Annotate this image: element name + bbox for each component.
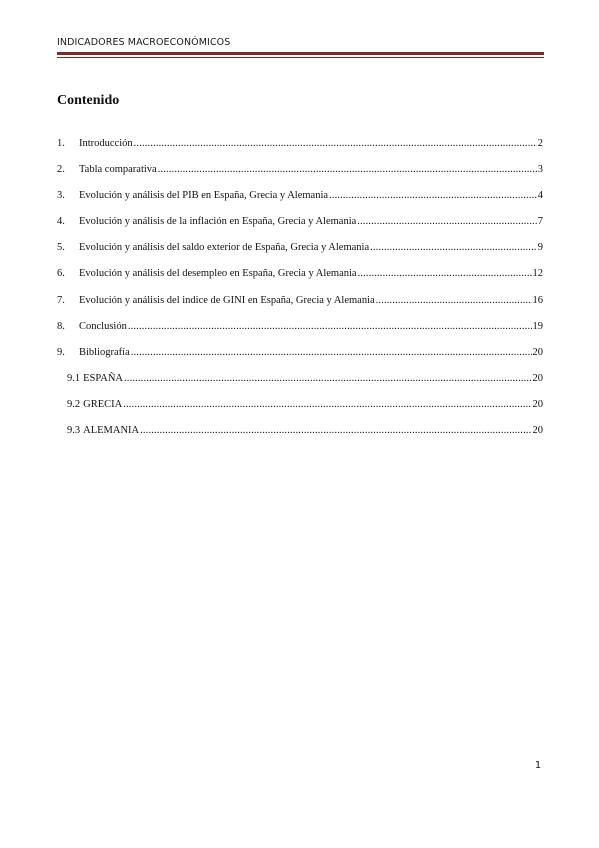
toc-entry-number: 9.3 (67, 425, 81, 437)
running-header: INDICADORES MACROECONÓMICOS (57, 37, 231, 48)
toc-entry-page: 20 (532, 372, 543, 384)
toc-subentry[interactable] (57, 425, 543, 451)
toc-entry-number: 9.1 (67, 372, 81, 384)
toc-entry-title: Introducción (79, 138, 133, 149)
toc-entry-page: 3 (537, 164, 543, 176)
toc-entry-number: 3. (57, 190, 65, 202)
table-of-contents (57, 138, 543, 451)
toc-entry[interactable] (57, 321, 543, 347)
toc-entry-number: 6. (57, 268, 65, 280)
toc-entry-number: 2. (57, 164, 65, 176)
toc-leader-dots (124, 373, 531, 384)
toc-entry-number: 9. (57, 346, 65, 358)
toc-entry-page: 19 (532, 320, 543, 332)
toc-entry[interactable] (57, 268, 543, 294)
toc-leader-dots (357, 216, 536, 227)
toc-entry-title: Conclusión (79, 320, 127, 332)
toc-heading: Contenido (57, 93, 120, 108)
toc-leader-dots (134, 138, 537, 149)
toc-entry-page: 20 (532, 398, 543, 410)
toc-leader-dots (358, 268, 532, 279)
toc-entry[interactable] (57, 138, 543, 164)
toc-entry-page: 16 (532, 294, 543, 306)
toc-entry-number: 7. (57, 294, 65, 306)
toc-entry[interactable] (57, 295, 543, 321)
toc-entry-page: 7 (537, 216, 543, 228)
toc-entry-title: ALEMANIA (83, 425, 140, 437)
toc-entry-title: Tabla comparativa (79, 164, 157, 176)
toc-entry-page: 9 (537, 242, 543, 254)
toc-leader-dots (128, 321, 532, 332)
page-number: 1 (535, 760, 542, 771)
toc-entry-page: 12 (532, 268, 543, 280)
toc-entry-title: Evolución y análisis del saldo exterior de España, Grecia y Alemania (79, 242, 370, 254)
toc-subentry[interactable] (57, 373, 543, 399)
header-rule-thick (57, 52, 544, 55)
toc-entry-number: 4. (57, 216, 65, 228)
toc-leader-dots (140, 425, 531, 436)
toc-entry-title: GRECIA (83, 398, 123, 410)
toc-entry-page: 20 (532, 346, 543, 358)
toc-entry-number: 5. (57, 242, 65, 254)
toc-entry-number: 8. (57, 320, 65, 332)
toc-entry-page: 2 (537, 138, 543, 149)
toc-leader-dots (158, 164, 537, 175)
toc-entry-title: Evolución y análisis del PIB en España, Grecia y Alemania (79, 190, 329, 202)
toc-entry[interactable] (57, 347, 543, 373)
header-rule-thin (57, 57, 544, 58)
toc-entry-title: Bibliografía (79, 346, 130, 358)
toc-entry[interactable] (57, 242, 543, 268)
toc-leader-dots (376, 295, 532, 306)
toc-entry[interactable] (57, 216, 543, 242)
toc-entry-title: Evolución y análisis del desempleo en España, Grecia y Alemania (79, 268, 357, 280)
toc-leader-dots (131, 347, 532, 358)
toc-entry[interactable] (57, 190, 543, 216)
toc-entry-number: 1. (57, 138, 65, 149)
toc-subentry[interactable] (57, 399, 543, 425)
toc-entry-title: Evolución y análisis del indice de GINI en España, Grecia y Alemania (79, 294, 375, 306)
toc-leader-dots (123, 399, 531, 410)
toc-entry-title: Evolución y análisis de la inflación en España, Grecia y Alemania (79, 216, 357, 228)
toc-leader-dots (370, 242, 537, 253)
toc-entry-page: 20 (532, 425, 543, 437)
toc-entry[interactable] (57, 164, 543, 190)
toc-leader-dots (329, 190, 537, 201)
toc-entry-number: 9.2 (67, 398, 81, 410)
toc-entry-title: ESPAÑA (83, 372, 124, 384)
toc-entry-page: 4 (537, 190, 543, 202)
